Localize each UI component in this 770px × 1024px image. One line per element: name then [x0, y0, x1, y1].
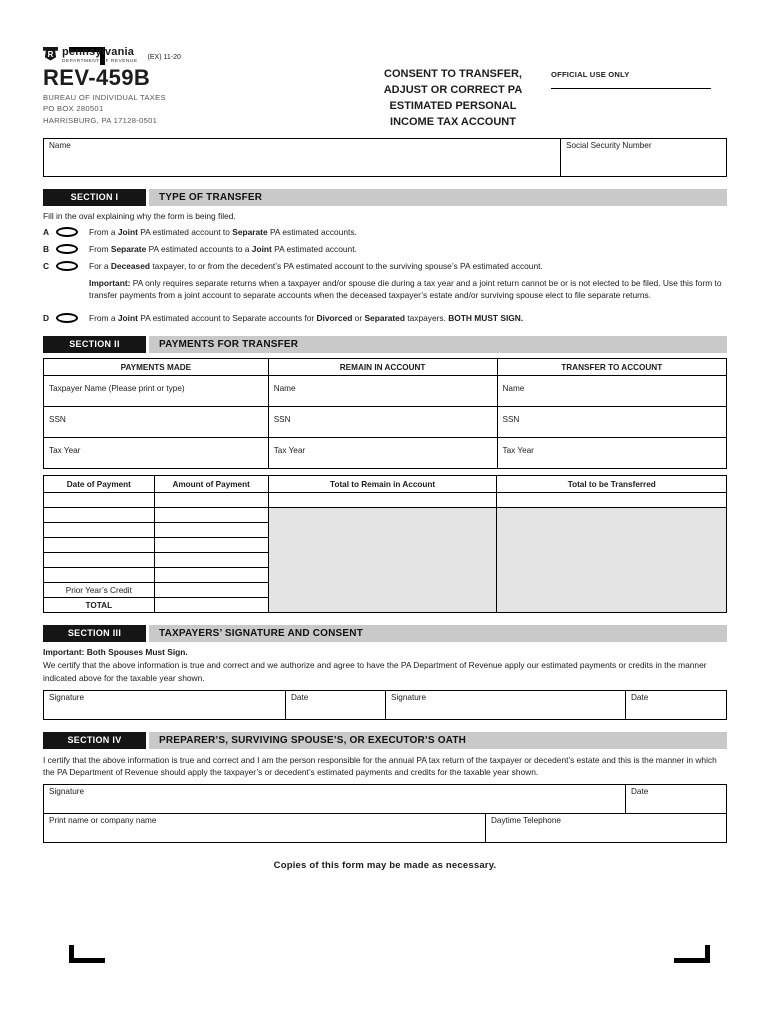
- col-header-total-transferred: Total to be Transferred: [497, 476, 727, 493]
- payments-ssn-field[interactable]: [44, 407, 269, 438]
- transfer-name-field[interactable]: [497, 376, 727, 407]
- payment-amount-cell[interactable]: [154, 568, 268, 583]
- field-label: Name: [273, 384, 296, 394]
- print-name-field[interactable]: [44, 814, 486, 842]
- pa-keystone-icon: [43, 47, 58, 66]
- field-label: SSN: [273, 415, 291, 425]
- section2-title: PAYMENTS FOR TRANSFER: [149, 336, 727, 353]
- remain-taxyear-field[interactable]: [268, 438, 497, 469]
- account-info-table: [43, 358, 727, 469]
- payment-entry-row: [44, 508, 727, 523]
- payment-amount-cell[interactable]: [154, 538, 268, 553]
- info-table-header-row: [44, 359, 727, 376]
- field-label: Date: [631, 692, 649, 702]
- section4-signature-row: [43, 784, 727, 814]
- field-label: Daytime Telephone: [491, 815, 561, 825]
- field-label: Date: [291, 692, 309, 702]
- official-use-label: OFFICIAL USE ONLY: [551, 70, 711, 89]
- payment-entry-row: [44, 493, 727, 508]
- form-title-line: CONSENT TO TRANSFER,: [384, 68, 522, 80]
- payment-date-cell[interactable]: [44, 568, 155, 583]
- name-field[interactable]: [44, 139, 561, 176]
- section3-signature-row: [43, 690, 727, 720]
- col-header-amount-of-payment: Amount of Payment: [154, 476, 268, 493]
- shaded-remain-area: [268, 508, 497, 613]
- total-transferred-cell[interactable]: [497, 493, 727, 508]
- payments-table: [43, 475, 727, 613]
- field-label: SSN: [502, 415, 520, 425]
- form-edition: (EX) 11-20: [147, 54, 181, 61]
- field-label: Signature: [391, 692, 427, 702]
- prior-year-credit-label: Prior Year’s Credit: [44, 583, 155, 598]
- option-c-note: Important: PA only requires separate returns when a taxpayer and/or spouse die during a tax year and a joint return cannot be or is not elected to be filed. Use this form to transfer payments from a joint account to separate accounts when the deceased taxpayer’s estate and/or surviving spouse elect to file separate returns.: [89, 277, 722, 301]
- section3-header: [43, 625, 727, 642]
- ssn-field-label: Social Security Number: [566, 140, 652, 150]
- field-label: Taxpayer Name (Please print or type): [49, 384, 185, 394]
- shaded-transferred-area: [497, 508, 727, 613]
- payment-date-cell[interactable]: [44, 508, 155, 523]
- option-b-letter: B: [43, 244, 50, 255]
- table-row: [44, 438, 727, 469]
- preparer-signature-date-field[interactable]: [626, 785, 726, 813]
- bureau-address: [43, 92, 335, 126]
- option-c-row: [43, 261, 727, 272]
- payment-date-cell[interactable]: [44, 523, 155, 538]
- section1-instruction: Fill in the oval explaining why the form is being filed.: [43, 210, 236, 221]
- section2-label: SECTION II: [43, 336, 146, 353]
- remain-name-field[interactable]: [268, 376, 497, 407]
- option-a-row: [43, 227, 727, 238]
- total-remain-cell[interactable]: [268, 493, 497, 508]
- option-d-letter: D: [43, 313, 50, 323]
- option-c-oval[interactable]: [56, 261, 78, 271]
- section1-header: [43, 189, 727, 206]
- payment-amount-cell[interactable]: [154, 553, 268, 568]
- agency-name: [62, 47, 138, 64]
- option-a-oval[interactable]: [56, 227, 78, 237]
- form-title-line: INCOME TAX ACCOUNT: [390, 115, 516, 128]
- table-row: [44, 407, 727, 438]
- remain-ssn-field[interactable]: [268, 407, 497, 438]
- option-c-letter: C: [43, 261, 50, 272]
- option-d-text: From a Joint PA estimated account to Separate accounts for Divorced or Separated taxpayers. BOTH MUST SIGN.: [89, 313, 524, 323]
- payments-table-header-row: [44, 476, 727, 493]
- taxpayer-signature-field[interactable]: [44, 691, 286, 719]
- option-b-text: From Separate PA estimated accounts to a Joint PA estimated account.: [89, 244, 357, 255]
- section2-header: [43, 336, 727, 353]
- option-b-row: [43, 244, 727, 255]
- field-label: Print name or company name: [49, 815, 157, 825]
- field-label: Name: [502, 384, 525, 394]
- option-d-oval[interactable]: [56, 313, 78, 323]
- option-b-oval[interactable]: [56, 244, 78, 254]
- spouse-signature-field[interactable]: [386, 691, 626, 719]
- payment-amount-cell[interactable]: [154, 508, 268, 523]
- field-label: Signature: [49, 692, 85, 702]
- col-header-total-remain: Total to Remain in Account: [268, 476, 497, 493]
- taxpayer-signature-date-field[interactable]: [286, 691, 386, 719]
- col-header-transfer-to-account: TRANSFER TO ACCOUNT: [497, 359, 727, 376]
- option-d-row: [43, 313, 727, 324]
- address-line: HARRISBURG, PA 17128-0501: [43, 115, 158, 125]
- total-label: TOTAL: [44, 598, 155, 613]
- logo-row: [43, 47, 335, 66]
- spouse-signature-date-field[interactable]: [626, 691, 726, 719]
- form-title-line: ADJUST OR CORRECT PA: [383, 83, 523, 96]
- table-row: [44, 376, 727, 407]
- field-label: Date: [631, 786, 649, 796]
- payment-date-cell[interactable]: [44, 538, 155, 553]
- option-c-text: For a Deceased taxpayer, to or from the decedent’s PA estimated account to the surviving spouse’s PA estimated account.: [89, 261, 543, 272]
- col-header-date-of-payment: Date of Payment: [44, 476, 155, 493]
- transfer-taxyear-field[interactable]: [497, 438, 727, 469]
- option-a-letter: A: [43, 226, 50, 237]
- svg-text:R: R: [47, 49, 54, 59]
- taxpayer-name-field[interactable]: [44, 376, 269, 407]
- name-field-label: Name: [49, 140, 71, 150]
- prior-year-credit-amount-cell[interactable]: [154, 583, 268, 598]
- payment-amount-cell[interactable]: [154, 493, 268, 508]
- section1-title: TYPE OF TRANSFER: [149, 189, 727, 206]
- field-label: Tax Year: [273, 446, 306, 456]
- copies-note: Copies of this form may be made as necessary.: [273, 859, 497, 871]
- section4-header: [43, 732, 727, 749]
- preparer-signature-field[interactable]: [44, 785, 626, 813]
- col-header-payments-made: PAYMENTS MADE: [44, 359, 269, 376]
- section4-title: PREPARER’S, SURVIVING SPOUSE’S, OR EXECUTOR’S OATH: [149, 732, 727, 749]
- field-label: Tax Year: [49, 446, 81, 456]
- ssn-field[interactable]: [561, 139, 726, 176]
- section3-important: Important: Both Spouses Must Sign.: [43, 647, 188, 658]
- payment-date-cell[interactable]: [44, 553, 155, 568]
- identity-box: [43, 138, 727, 177]
- option-a-text: From a Joint PA estimated account to Separate PA estimated accounts.: [89, 226, 357, 237]
- section4-label: SECTION IV: [43, 732, 146, 749]
- total-amount-cell[interactable]: [154, 598, 268, 613]
- col-header-remain-in-account: REMAIN IN ACCOUNT: [268, 359, 497, 376]
- payment-date-cell[interactable]: [44, 493, 155, 508]
- official-use-block: [551, 47, 711, 89]
- form-number: REV-459B: [43, 65, 151, 90]
- field-label: SSN: [49, 415, 66, 425]
- payment-amount-cell[interactable]: [154, 523, 268, 538]
- form-title-line: ESTIMATED PERSONAL: [389, 99, 517, 112]
- form-header: [43, 47, 727, 131]
- section1-label: SECTION I: [43, 189, 146, 206]
- section4-printname-row: [43, 813, 727, 843]
- payments-taxyear-field[interactable]: [44, 438, 269, 469]
- field-label: Tax Year: [502, 446, 534, 456]
- agency-block: [43, 47, 335, 126]
- form-title: [369, 47, 537, 131]
- registration-mark-bottom-left: [69, 945, 105, 963]
- transfer-ssn-field[interactable]: [497, 407, 727, 438]
- brand-text: pennsylvania: [62, 46, 135, 58]
- address-line: PO BOX 280501: [43, 104, 104, 114]
- daytime-telephone-field[interactable]: [486, 814, 726, 842]
- form-body: [43, 47, 727, 871]
- section3-label: SECTION III: [43, 625, 146, 642]
- department-text: DEPARTMENT OF REVENUE: [62, 58, 138, 64]
- registration-mark-bottom-right: [674, 945, 710, 963]
- field-label: Signature: [49, 786, 85, 796]
- section3-consent-text: We certify that the above information is true and correct and we authorize and agree to have the PA Department of Revenue apply our estimated payments or credits in the manner indicated above for the taxable year shown.: [43, 660, 707, 683]
- address-line: BUREAU OF INDIVIDUAL TAXES: [43, 93, 166, 102]
- section3-title: TAXPAYERS’ SIGNATURE AND CONSENT: [149, 625, 727, 642]
- section4-oath-text: I certify that the above information is true and correct and I am the person responsible for the annual PA tax return of the taxpayer or decedent’s estate and this is the manner in which the PA Department of Revenue should apply the taxpayer’s or decedent’s estimated payments and credits for the taxable year shown.: [43, 754, 717, 778]
